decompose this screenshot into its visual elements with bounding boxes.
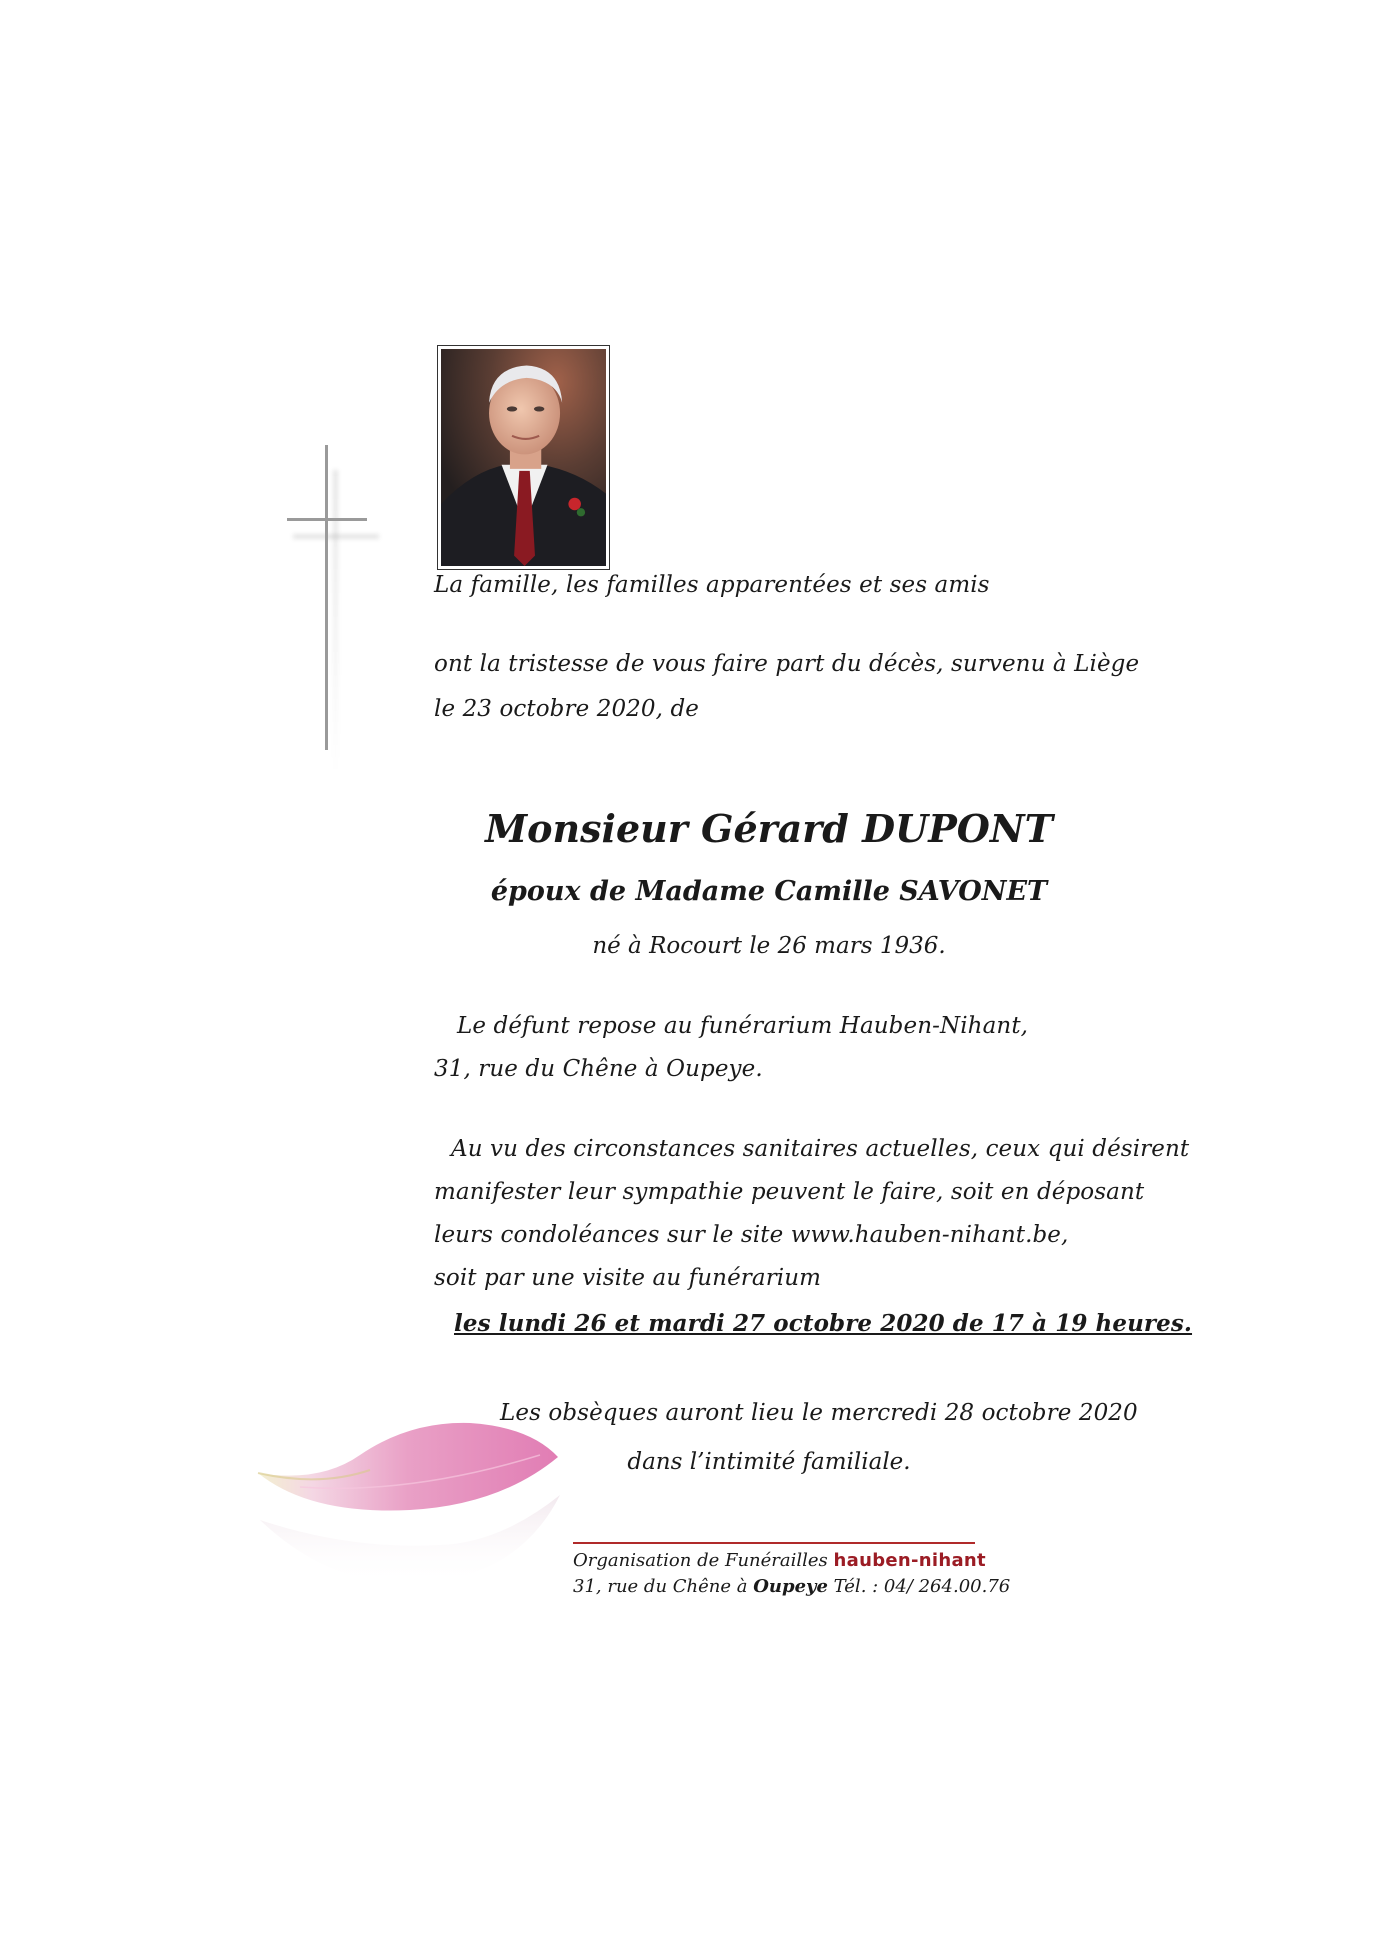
footer-divider: [573, 1542, 975, 1544]
footer-address: [573, 1576, 1011, 1597]
visit-line-4: soit par une visite au funérarium: [434, 1265, 822, 1291]
intro-line-2: ont la tristesse de vous faire part du décès, survenu à Liège: [434, 651, 1140, 677]
footer-town: Oupeye: [753, 1576, 828, 1597]
intro-line-3: le 23 octobre 2020, de: [434, 696, 700, 722]
visit-line-1: Au vu des circonstances sanitaires actuelles, ceux qui désirent: [451, 1136, 1190, 1162]
spouse-line: époux de Madame Camille SAVONET: [490, 876, 1048, 907]
intro-line-1: La famille, les familles apparentées et ses amis: [434, 572, 990, 598]
footer-org-prefix: Organisation de Funérailles: [573, 1550, 828, 1571]
portrait-photo: [437, 345, 610, 570]
footer-address-prefix: 31, rue du Chêne à: [573, 1576, 748, 1597]
repose-line-2: 31, rue du Chêne à Oupeye.: [434, 1056, 763, 1082]
birth-line: né à Rocourt le 26 mars 1936.: [592, 933, 946, 959]
footer-organisation: [573, 1550, 986, 1571]
funeral-line-2: dans l’intimité familiale.: [627, 1449, 911, 1475]
funeral-line-1: Les obsèques auront lieu le mercredi 28 octobre 2020: [500, 1400, 1138, 1426]
visit-dates: les lundi 26 et mardi 27 octobre 2020 de 17 à 19 heures.: [454, 1310, 1193, 1337]
visit-line-3: leurs condoléances sur le site www.hauben-nihant.be,: [434, 1222, 1069, 1248]
repose-line-1: Le défunt repose au funérarium Hauben-Nihant,: [457, 1013, 1029, 1039]
footer-phone: Tél. : 04/ 264.00.76: [833, 1576, 1011, 1597]
deceased-name: Monsieur Gérard DUPONT: [485, 806, 1053, 851]
brand-logo-text: hauben-nihant: [833, 1550, 986, 1571]
visit-line-2: manifester leur sympathie peuvent le faire, soit en déposant: [434, 1179, 1145, 1205]
